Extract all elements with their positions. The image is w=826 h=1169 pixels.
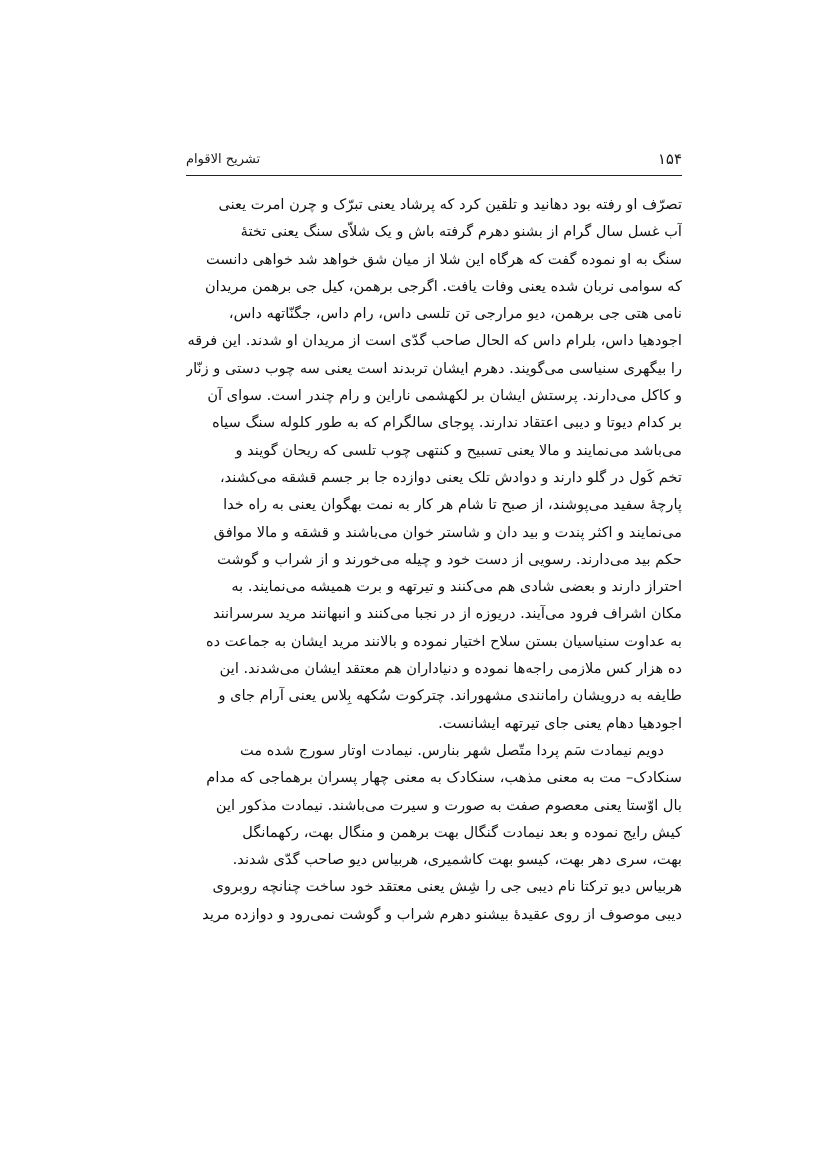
text-line: تخم کَول در گلو دارند و دوادش تلک یعنی دوازده جا بر جسم قشقه می‌کشند، [219,468,682,486]
text-line: بر کدام دیوتا و دیبی اعتقاد ندارند. پوجای سالگرام که به طور کلوله سنگ سیاه [212,414,682,432]
text-line: نامی هتی جی برهمن، دیو مرارجی تن تلسی داس، رام داس، جگنّاتهه داس، [228,305,682,323]
text-line: اجودهیا داس، بلرام داس که الحال صاحب گدّی است از مریدان او شدند. این فرقه [187,332,682,350]
text-line: اجودهیا دهام یعنی جای تیرتهه ایشانست. [438,714,682,732]
text-line: می‌نمایند و اکثر پندت و بید دان و شاستر خوان می‌باشند و قشقه و مالا موافق [213,523,682,541]
text-line: ده هزار کس ملازمی راجه‌ها نموده و دنیاداران هم معتقد ایشان می‌شدند. این [219,660,682,678]
text-line: تصرّف او رفته بود دهانید و تلقین کرد که پرشاد یعنی تبرّک و چرن امرت یعنی [218,196,682,213]
page-header [186,150,682,172]
body-text [186,191,682,928]
text-line: به عداوت سنیاسیان بستن سلاح اختیار نموده و بالانند مرید ایشان به جماعت ده [205,632,682,650]
text-line: پارچهٔ سفید می‌پوشند، از صبح تا شام هر کار به نمت بهگوان یعنی به راه خدا [223,496,682,514]
text-line: احتراز دارند و بعضی شادی هم می‌کنند و تیرتهه و برت همیشه می‌نمایند. به [231,578,682,596]
text-line: حکم بید می‌دارند. رسویی از دست خود و چیله می‌خورند و از شراب و گوشت [217,550,682,568]
text-line: که سوامی نربان شده یعنی وفات یافت. اگرجی برهمن، کیل جی برهمن مریدان [204,277,682,295]
running-title: تشریح الاقوام [186,152,261,167]
header-rule [186,175,682,176]
text-line: بهت، سری دهر بهت، کیسو بهت کاشمیری، هربیاس دیو صاحب گدّی شدند. [232,851,682,869]
text-line: مکان اشراف فرود می‌آیند. دریوزه از در نجبا می‌کنند و انبهانند مرید سرسرانند [212,605,682,623]
page-number: ۱۵۴ [657,150,682,168]
text-line: سنگ به او نموده گفت که هرگاه این شلا از میان شق خواهد شد خواهی دانست [205,250,682,268]
paragraph-first-line: دویم نیمادت سَم پردا متّصل شهر بنارس. نیمادت اوتار سورج شده مت [239,741,664,759]
text-line: سنکادک– مت به معنی مذهب، سنکادک به معنی چهار پسران برهماجی که مدام [206,769,682,787]
text-line: دیبی موصوف از روی عقیدهٔ بیشنو دهرم شراب و گوشت نمی‌رود و دوازده مرید [202,905,682,923]
text-line: هربیاس دیو ترکتا نام دیبی جی را شِش یعنی معتقد خود ساخت چنانچه روبروی [212,878,682,896]
text-line: بال اوّستا یعنی معصوم صفت به صورت و سیرت می‌باشند. نیمادت مذکور این [215,796,682,814]
text-line: آب غسل سال گرام از بشنو دهرم گرفته باش و یک شلاّی سنگ یعنی تختهٔ [240,223,682,241]
text-line: می‌باشد می‌نمایند و مالا یعنی تسبیح و کنتهی چوب تلسی که ریحان گویند و [235,441,682,459]
text-line: کیش رایج نموده و بعد نیمادت گنگال بهت برهمن و منگال بهت، رکهمانگل [242,823,682,841]
text-line: و کاکل می‌دارند. پرستش ایشان بر لکهشمی ناراین و رام چندر است. سوای آن [207,387,682,405]
text-line: را بیگهری سنیاسی می‌گویند. دهرم ایشان تربدند است یعنی سه چوب دستی و زنّار [186,359,682,377]
text-line: طایفه به درویشان رامانندی مشهوراند. چترکوت سُکهه بِلاس یعنی آرام جای و [218,687,682,705]
